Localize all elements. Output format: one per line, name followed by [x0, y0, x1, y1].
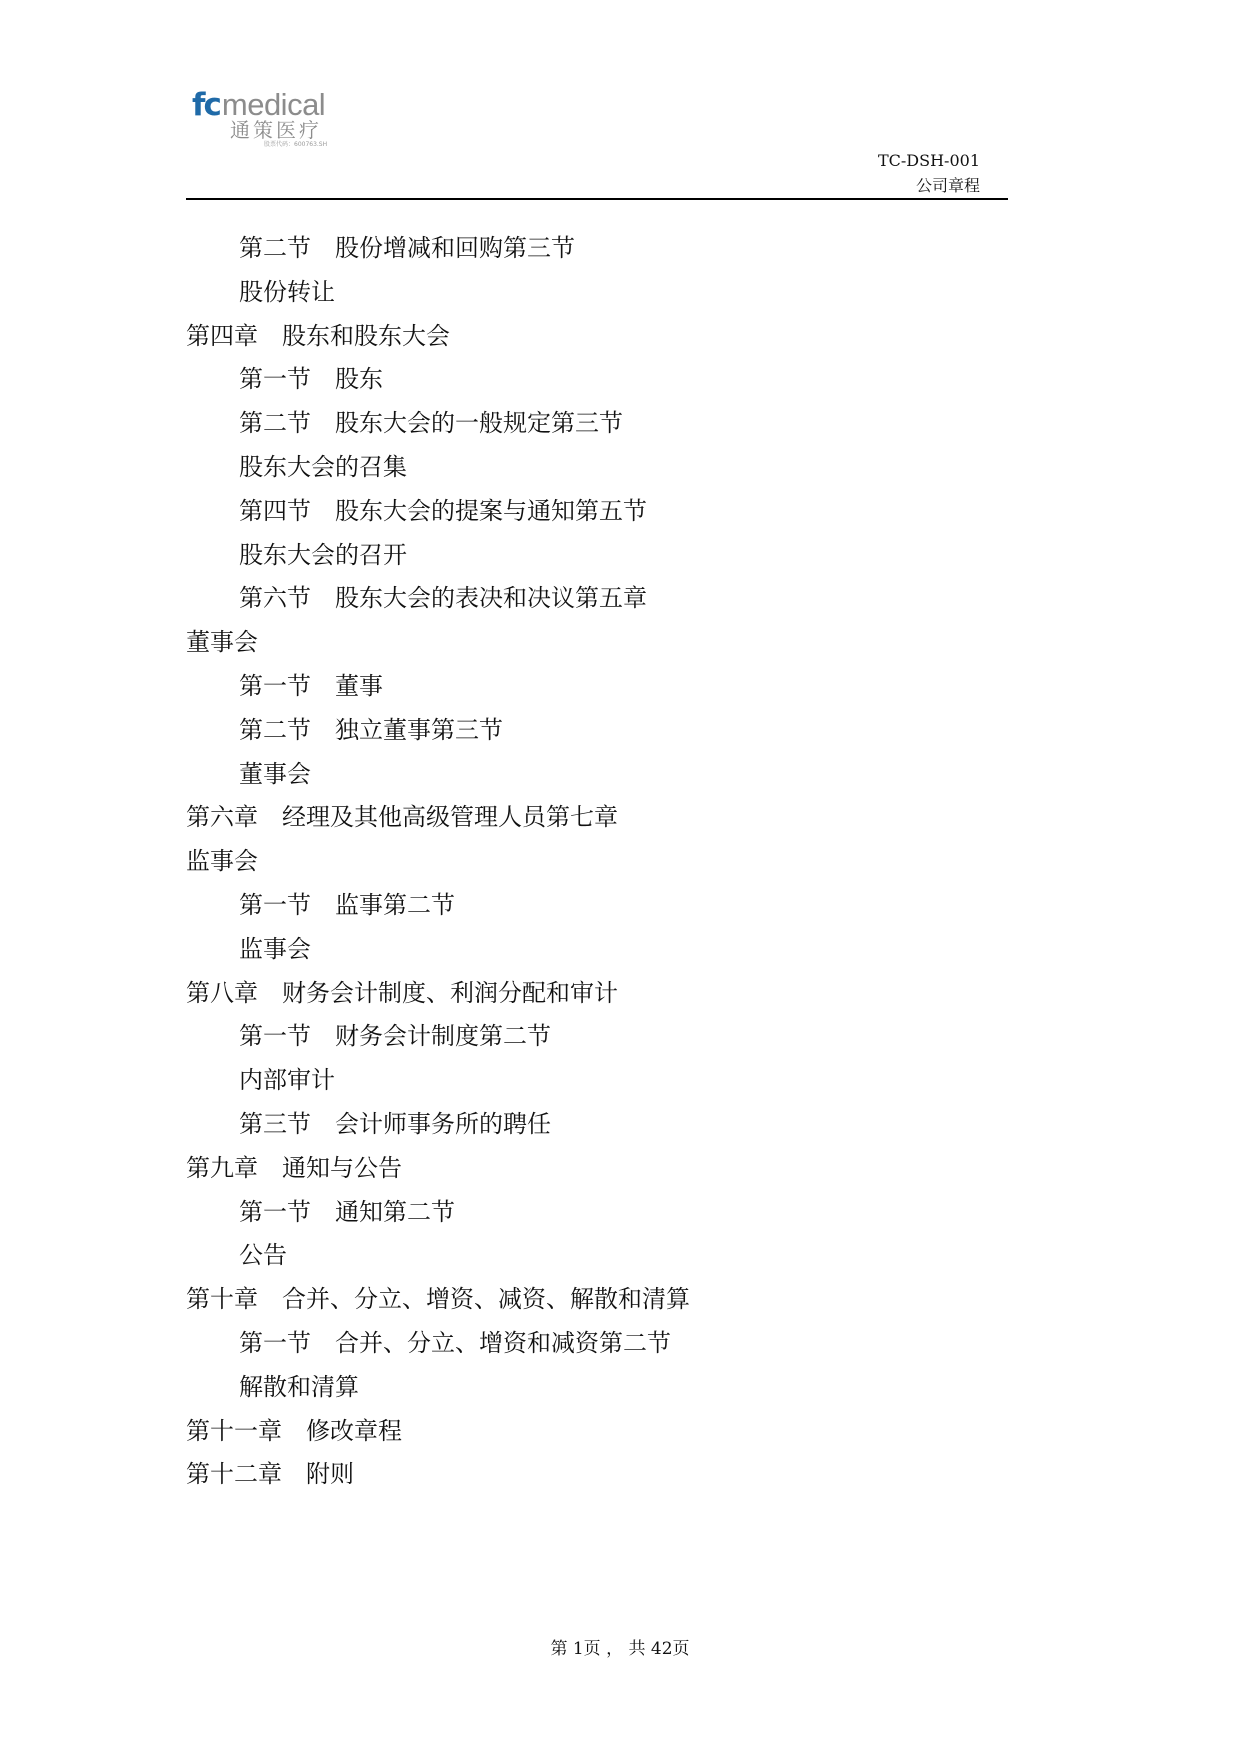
logo-fc-mark: fc: [192, 87, 220, 123]
toc-section-entry: 内部审计: [239, 1066, 335, 1094]
toc-section-entry: 第二节 股东大会的一般规定第三节: [239, 409, 623, 437]
toc-section-entry: 第二节 独立董事第三节: [239, 716, 503, 744]
toc-section-entry: 第一节 合并、分立、增资和减资第二节: [239, 1329, 671, 1357]
page-footer: 第 1页 ， 共 42页: [550, 1639, 690, 1659]
toc-section-entry: 董事会: [239, 760, 311, 788]
toc-chapter-entry: 第十二章 附则: [186, 1460, 354, 1488]
toc-section-entry: 第一节 财务会计制度第二节: [239, 1022, 551, 1050]
toc-chapter-entry: 第四章 股东和股东大会: [186, 322, 450, 350]
toc-section-entry: 第二节 股份增减和回购第三节: [239, 234, 575, 262]
toc-chapter-entry: 第十一章 修改章程: [186, 1417, 402, 1445]
toc-section-entry: 股东大会的召集: [239, 453, 407, 481]
toc-chapter-entry: 第九章 通知与公告: [186, 1154, 402, 1182]
toc-section-entry: 监事会: [239, 935, 311, 963]
toc-section-entry: 第一节 董事: [239, 672, 383, 700]
toc-section-entry: 第一节 监事第二节: [239, 891, 455, 919]
toc-section-entry: 第四节 股东大会的提案与通知第五节: [239, 497, 647, 525]
toc-chapter-entry: 第八章 财务会计制度、利润分配和审计: [186, 979, 618, 1007]
toc-section-entry: 第一节 股东: [239, 365, 383, 393]
toc-chapter-entry: 第六章 经理及其他高级管理人员第七章: [186, 803, 618, 831]
logo-chinese-name: 通策医疗: [230, 118, 322, 142]
toc-section-entry: 股东大会的召开: [239, 541, 407, 569]
toc-section-entry: 第三节 会计师事务所的聘任: [239, 1110, 551, 1138]
toc-chapter-entry: 监事会: [186, 847, 258, 875]
toc-section-entry: 股份转让: [239, 278, 335, 306]
document-title: 公司章程: [915, 176, 980, 195]
logo-stock-code: 股票代码：600763.SH: [264, 141, 328, 148]
toc-chapter-entry: 第十章 合并、分立、增资、减资、解散和清算: [186, 1285, 690, 1313]
logo-medical-text: medical: [221, 87, 326, 122]
toc-section-entry: 第六节 股东大会的表决和决议第五章: [239, 584, 647, 612]
document-code: TC-DSH-001: [877, 151, 980, 170]
toc-section-entry: 公告: [239, 1241, 287, 1269]
toc-section-entry: 第一节 通知第二节: [239, 1198, 455, 1226]
toc-chapter-entry: 董事会: [186, 628, 258, 656]
toc-section-entry: 解散和清算: [239, 1373, 359, 1401]
